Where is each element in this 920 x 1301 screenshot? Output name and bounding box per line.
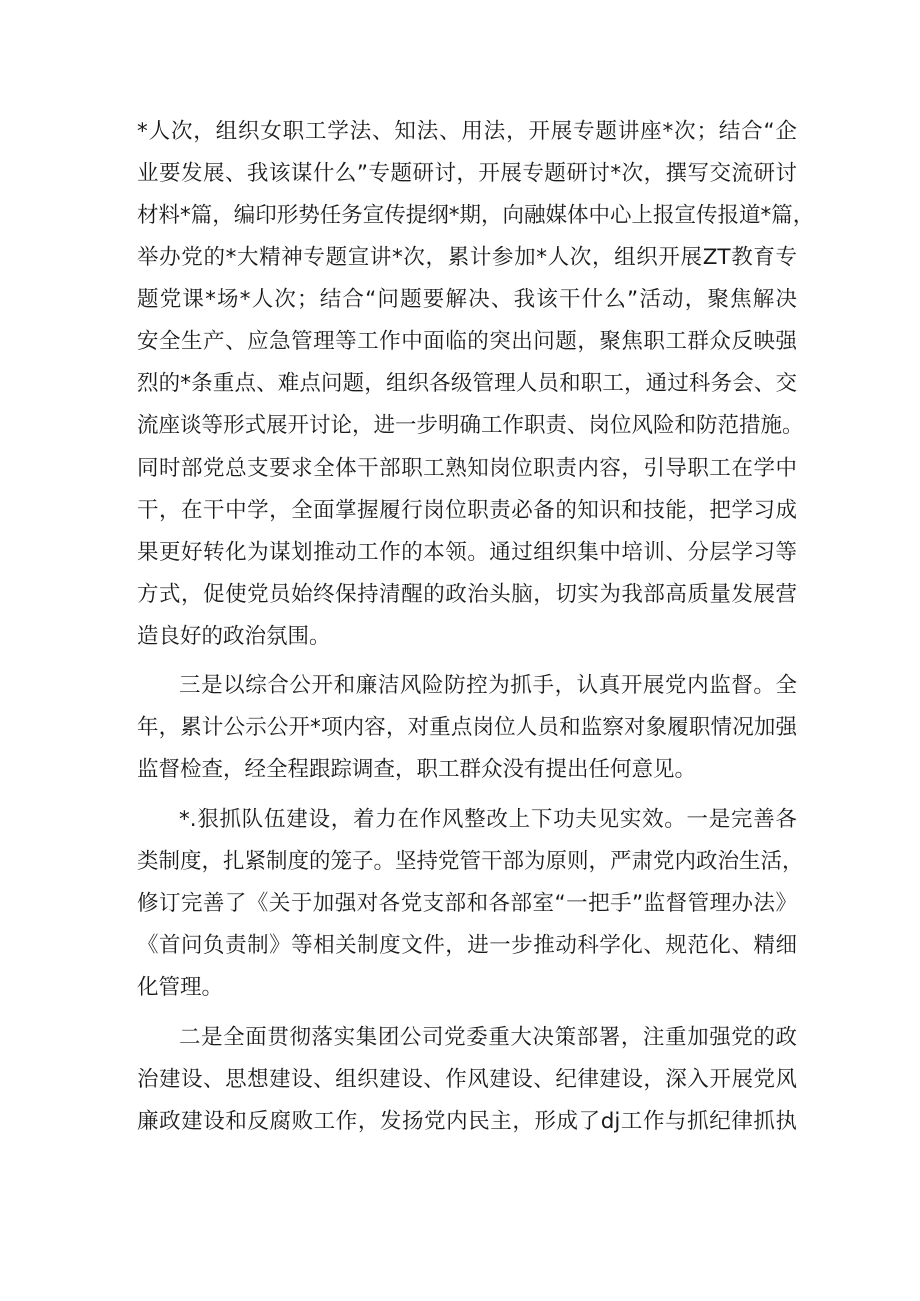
text-line: 造良好的政治氛围。 (137, 624, 331, 649)
text-line: 治建设、思想建设、组织建设、作风建设、纪律建设，深入开展党风 (137, 1067, 797, 1092)
text-line: 类制度，扎紧制度的笼子。坚持党管干部为原则，严肃党内政治生活， (137, 849, 804, 874)
text-line: 监督检查，经全程跟踪调查，职工群众没有提出任何意见。 (137, 757, 697, 782)
text-line: 廉政建设和反腐败工作，发扬党内民主，形成了dj工作与抓纪律抓执 (137, 1109, 797, 1134)
text-line: 《首问负责制》等相关制度文件，进一步推动科学化、规范化、精细 (137, 933, 797, 958)
text-line: 果更好转化为谋划推动工作的本领。通过组织集中培训、分层学习等 (137, 540, 797, 565)
text-line: 修订完善了《关于加强对各党支部和各部室“一把手”监督管理办法》 (137, 891, 797, 916)
text-line: 举办党的*大精神专题宣讲*次，累计参加*人次，组织开展ZT教育专 (137, 245, 797, 270)
paragraph-first-line: 二是全面贯彻落实集团公司党委重大决策部署，注重加强党的政 (179, 1025, 797, 1050)
text-line: 方式，促使党员始终保持清醒的政治头脑，切实为我部高质量发展营 (137, 582, 797, 607)
text-line: 业要发展、我该谋什么”专题研讨，开展专题研讨*次，撰写交流研讨 (137, 161, 797, 186)
text-line: 流座谈等形式展开讨论，进一步明确工作职责、岗位风险和防范措施。 (137, 413, 804, 438)
text-line: 干，在干中学，全面掌握履行岗位职责必备的知识和技能，把学习成 (137, 498, 797, 523)
text-line: 年，累计公示公开*项内容，对重点岗位人员和监察对象履职情况加强 (137, 715, 797, 740)
text-line: 烈的*条重点、难点问题，组织各级管理人员和职工，通过科务会、交 (137, 371, 797, 396)
text-line: 安全生产、应急管理等工作中面临的突出问题，聚焦职工群众反映强 (137, 329, 797, 354)
text-line: 化管理。 (137, 975, 224, 1000)
text-line: 同时部党总支要求全体干部职工熟知岗位职责内容，引导职工在学中 (137, 456, 797, 481)
paragraph-first-line: 三是以综合公开和廉洁风险防控为抓手，认真开展党内监督。全 (179, 673, 797, 698)
text-line: 题党课*场*人次；结合“问题要解决、我该干什么”活动，聚焦解决 (137, 287, 797, 312)
paragraph-first-line: *.狠抓队伍建设，着力在作风整改上下功夫见实效。一是完善各 (179, 807, 797, 832)
text-line: *人次，组织女职工学法、知法、用法，开展专题讲座*次；结合“企 (137, 119, 797, 144)
text-line: 材料*篇，编印形势任务宣传提纲*期，向融媒体中心上报宣传报道*篇， (137, 203, 815, 228)
